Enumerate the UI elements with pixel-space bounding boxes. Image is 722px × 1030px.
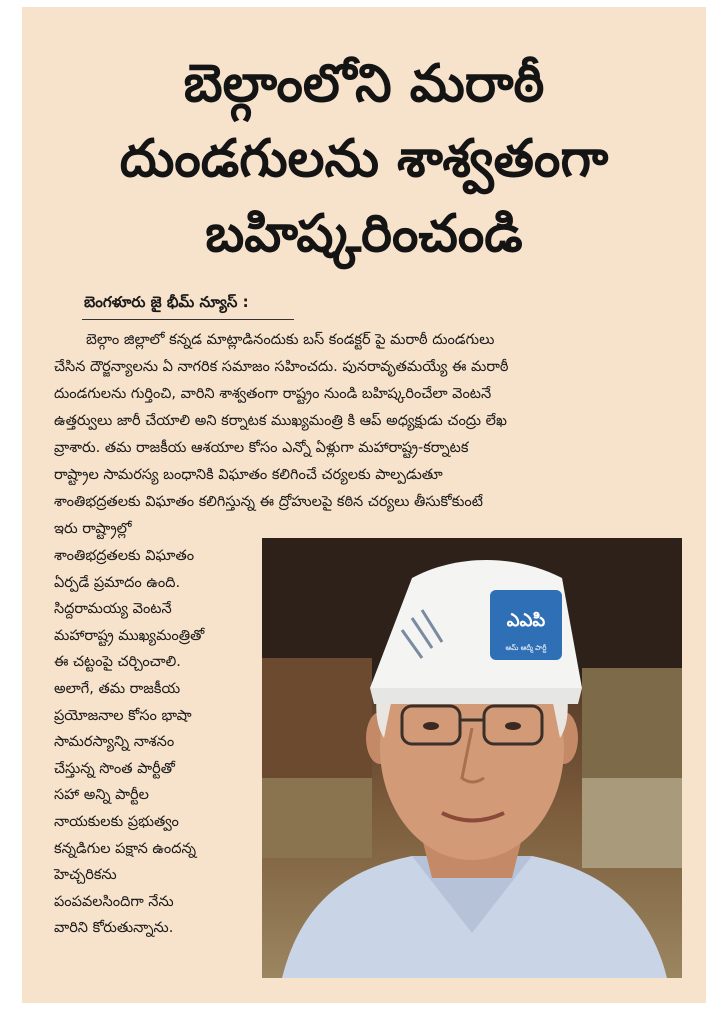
body-line: చేస్తున్న సొంత పార్టీతో xyxy=(54,760,175,777)
body-line: సామరస్యాన్ని నాశనం xyxy=(54,734,175,751)
body-line: ఏర్పడే ప్రమాదం ఉంది. xyxy=(54,574,181,591)
body-line: ఈ చట్టంపై చర్చించాలి. xyxy=(54,654,181,671)
body-line: ప్రయోజనాల కోసం భాషా xyxy=(54,707,192,724)
headline xyxy=(22,47,706,272)
body-line: వారిని కోరుతున్నాను. xyxy=(54,920,174,937)
article-body-column xyxy=(54,543,269,942)
dateline: బెంగళూరు జై భీమ్ న్యూస్ : xyxy=(84,293,249,311)
dateline-rule xyxy=(82,319,294,320)
portrait-photo xyxy=(262,538,682,978)
body-line: రాష్ట్రాల సామరస్య బంధానికి విఘాతం కలిగించే చర్యలకు పాల్పడుతూ xyxy=(54,467,443,483)
body-line: శాంతిభద్రతలకు విఘాతం xyxy=(54,548,195,564)
newspaper-clipping xyxy=(22,7,706,1003)
body-line: సిద్దరామయ్య వెంటనే xyxy=(54,601,172,618)
body-line: సహా అన్ని పార్టీల xyxy=(54,787,149,804)
body-line: బెల్గాం జిల్లాలో కన్నడ మాట్లాడినందుకు బస్ కండక్టర్ పై మరాఠీ దుండగులు xyxy=(86,332,495,348)
cap-band-text: ఆమ్ ఆద్మీ పార్టీ xyxy=(505,644,547,652)
body-line: శాంతిభద్రతలకు విఘాతం కలిగిస్తున్న ఈ ద్రోహులపై కఠిన చర్యలు తీసుకోకుంటే xyxy=(54,494,483,510)
body-line: అలాగే, తమ రాజకీయ xyxy=(54,680,181,697)
headline-line-2: దుండగులను శాశ్వతంగా xyxy=(119,129,609,189)
body-line: వ్రాశారు. తమ రాజకీయ ఆశయాల కోసం ఎన్నో ఏళ్లుగా మహారాష్ట్ర-కర్నాటక xyxy=(54,440,469,456)
body-line: నాయకులకు ప్రభుత్వం xyxy=(54,813,179,830)
portrait-illustration xyxy=(262,538,682,978)
body-line: ఉత్తర్వులు జారీ చేయాలి అని కర్నాటక ముఖ్యమంత్రి కి ఆప్ అధ్యక్షుడు చంద్రు లేఖ xyxy=(54,413,507,429)
article-body-full-width xyxy=(54,327,694,543)
body-line: హెచ్చరికను xyxy=(54,867,117,884)
body-line: మహారాష్ట్ర ముఖ్యమంత్రితో xyxy=(54,627,205,644)
body-line: ఇరు రాష్ట్రాల్లో xyxy=(54,521,132,537)
body-line: చేసిన దౌర్జన్యాలను ఏ నాగరిక సమాజం సహించదు. పునరావృతమయ్యే ఈ మరాఠీ xyxy=(54,359,509,375)
body-line: పంపవలసిందిగా నేను xyxy=(54,893,174,910)
headline-line-3: బహిష్కరించండి xyxy=(205,204,523,264)
body-line: దుండగులను గుర్తించి, వారిని శాశ్వతంగా రాష్ట్రం నుండి బహిష్కరించేలా వెంటనే xyxy=(54,386,492,402)
headline-line-1: బెల్గాంలోని మరాఠీ xyxy=(183,54,545,114)
body-line: కన్నడిగుల పక్షాన ఉందన్న xyxy=(54,840,197,857)
cap-logo-text: ఎఎపి xyxy=(506,610,546,631)
